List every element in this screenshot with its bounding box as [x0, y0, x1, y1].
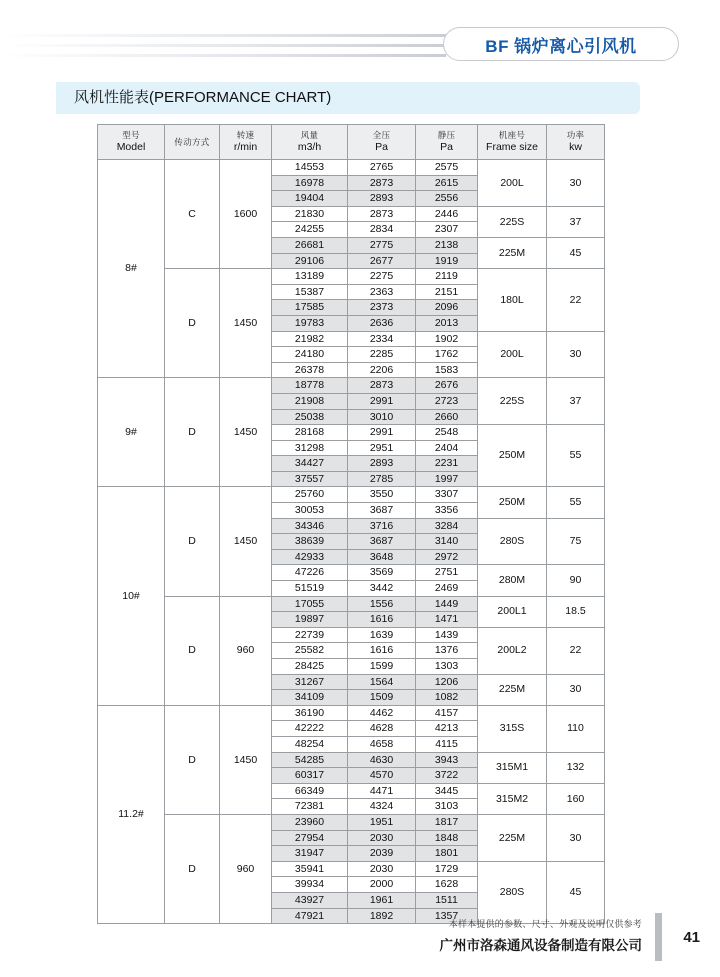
page-number: 41 — [683, 929, 700, 946]
frame-size-cell: 200L2 — [478, 627, 547, 674]
static-pressure-cell: 3722 — [416, 768, 478, 784]
frame-size-cell: 280S — [478, 518, 547, 565]
total-pressure-cell: 3687 — [348, 534, 416, 550]
column-header-cn: 机座号 — [498, 130, 526, 141]
static-pressure-cell: 1997 — [416, 471, 478, 487]
table-row — [98, 378, 605, 394]
airflow-cell: 29106 — [272, 253, 348, 269]
frame-size-cell: 315M2 — [478, 783, 547, 814]
model-cell: 11.2# — [98, 705, 165, 923]
frame-size-cell: 280M — [478, 565, 547, 596]
column-header-cn: 静压 — [437, 130, 456, 141]
airflow-cell: 26681 — [272, 237, 348, 253]
static-pressure-cell: 2723 — [416, 393, 478, 409]
total-pressure-cell: 3442 — [348, 581, 416, 597]
frame-size-cell: 250M — [478, 425, 547, 487]
power-cell: 160 — [547, 783, 605, 814]
static-pressure-cell: 2307 — [416, 222, 478, 238]
table-row — [98, 269, 605, 285]
static-pressure-cell: 2013 — [416, 315, 478, 331]
static-pressure-cell: 1206 — [416, 674, 478, 690]
section-heading-title: 风机性能表(PERFORMANCE CHART) — [74, 89, 332, 106]
airflow-cell: 31298 — [272, 440, 348, 456]
column-header-7 — [547, 125, 605, 160]
airflow-cell: 51519 — [272, 581, 348, 597]
total-pressure-cell: 2334 — [348, 331, 416, 347]
total-pressure-cell: 2363 — [348, 284, 416, 300]
frame-size-cell: 200L — [478, 331, 547, 378]
airflow-cell: 35941 — [272, 861, 348, 877]
frame-size-cell: 200L — [478, 160, 547, 207]
airflow-cell: 30053 — [272, 503, 348, 519]
static-pressure-cell: 1919 — [416, 253, 478, 269]
static-pressure-cell: 2548 — [416, 425, 478, 441]
static-pressure-cell: 2556 — [416, 191, 478, 207]
static-pressure-cell: 1439 — [416, 627, 478, 643]
total-pressure-cell: 2000 — [348, 877, 416, 893]
airflow-cell: 24255 — [272, 222, 348, 238]
total-pressure-cell: 1639 — [348, 627, 416, 643]
total-pressure-cell: 2873 — [348, 206, 416, 222]
column-header-en: Pa — [440, 140, 453, 153]
table-row — [98, 487, 605, 503]
total-pressure-cell: 4570 — [348, 768, 416, 784]
frame-size-cell: 250M — [478, 487, 547, 518]
airflow-cell: 19783 — [272, 315, 348, 331]
total-pressure-cell: 4462 — [348, 705, 416, 721]
total-pressure-cell: 1616 — [348, 612, 416, 628]
static-pressure-cell: 2231 — [416, 456, 478, 472]
static-pressure-cell: 4213 — [416, 721, 478, 737]
speed-cell: 960 — [220, 596, 272, 705]
product-title-pill — [443, 27, 679, 61]
static-pressure-cell: 3943 — [416, 752, 478, 768]
airflow-cell: 36190 — [272, 705, 348, 721]
power-cell: 45 — [547, 237, 605, 268]
power-cell: 18.5 — [547, 596, 605, 627]
frame-size-cell: 280S — [478, 861, 547, 923]
airflow-cell: 28425 — [272, 659, 348, 675]
page-footer — [0, 907, 720, 977]
column-header-cn: 功率 — [566, 130, 585, 141]
column-header-4 — [348, 125, 416, 160]
drive-type-cell: D — [165, 269, 220, 378]
total-pressure-cell: 2873 — [348, 378, 416, 394]
static-pressure-cell: 1762 — [416, 347, 478, 363]
total-pressure-cell: 2285 — [348, 347, 416, 363]
speed-cell: 1450 — [220, 487, 272, 596]
power-cell: 90 — [547, 565, 605, 596]
total-pressure-cell: 2785 — [348, 471, 416, 487]
table-row — [98, 160, 605, 176]
column-header-0 — [98, 125, 165, 160]
static-pressure-cell: 2138 — [416, 237, 478, 253]
airflow-cell: 37557 — [272, 471, 348, 487]
column-header-1 — [165, 125, 220, 160]
decorative-line-1 — [0, 34, 460, 37]
column-header-cn: 风量 — [300, 130, 319, 141]
airflow-cell: 31947 — [272, 846, 348, 862]
total-pressure-cell: 1509 — [348, 690, 416, 706]
total-pressure-cell: 2834 — [348, 222, 416, 238]
total-pressure-cell: 1616 — [348, 643, 416, 659]
airflow-cell: 13189 — [272, 269, 348, 285]
static-pressure-cell: 4115 — [416, 736, 478, 752]
power-cell: 37 — [547, 378, 605, 425]
static-pressure-cell: 2615 — [416, 175, 478, 191]
model-cell: 9# — [98, 378, 165, 487]
power-cell: 55 — [547, 425, 605, 487]
static-pressure-cell: 1082 — [416, 690, 478, 706]
total-pressure-cell: 2039 — [348, 846, 416, 862]
total-pressure-cell: 2030 — [348, 830, 416, 846]
total-pressure-cell: 2893 — [348, 456, 416, 472]
static-pressure-cell: 2096 — [416, 300, 478, 316]
column-header-cn: 全压 — [372, 130, 391, 141]
total-pressure-cell: 3687 — [348, 503, 416, 519]
footer-divider — [655, 913, 662, 961]
performance-table — [97, 124, 605, 924]
airflow-cell: 38639 — [272, 534, 348, 550]
model-cell: 8# — [98, 160, 165, 378]
column-header-en: kw — [569, 140, 582, 153]
frame-size-cell: 200L1 — [478, 596, 547, 627]
airflow-cell: 26378 — [272, 362, 348, 378]
airflow-cell: 14553 — [272, 160, 348, 176]
column-header-3 — [272, 125, 348, 160]
airflow-cell: 22739 — [272, 627, 348, 643]
frame-size-cell: 225M — [478, 814, 547, 861]
airflow-cell: 21830 — [272, 206, 348, 222]
airflow-cell: 25582 — [272, 643, 348, 659]
airflow-cell: 34427 — [272, 456, 348, 472]
total-pressure-cell: 2636 — [348, 315, 416, 331]
power-cell: 22 — [547, 269, 605, 331]
static-pressure-cell: 3140 — [416, 534, 478, 550]
airflow-cell: 34109 — [272, 690, 348, 706]
total-pressure-cell: 2677 — [348, 253, 416, 269]
static-pressure-cell: 1729 — [416, 861, 478, 877]
total-pressure-cell: 1556 — [348, 596, 416, 612]
static-pressure-cell: 2151 — [416, 284, 478, 300]
airflow-cell: 72381 — [272, 799, 348, 815]
static-pressure-cell: 3103 — [416, 799, 478, 815]
airflow-cell: 25038 — [272, 409, 348, 425]
power-cell: 30 — [547, 674, 605, 705]
static-pressure-cell: 2660 — [416, 409, 478, 425]
drive-type-cell: D — [165, 487, 220, 596]
total-pressure-cell: 1892 — [348, 908, 416, 924]
airflow-cell: 48254 — [272, 736, 348, 752]
total-pressure-cell: 4630 — [348, 752, 416, 768]
airflow-cell: 42222 — [272, 721, 348, 737]
column-header-cn: 型号 — [122, 130, 140, 141]
static-pressure-cell: 2676 — [416, 378, 478, 394]
static-pressure-cell: 1511 — [416, 892, 478, 908]
total-pressure-cell: 4628 — [348, 721, 416, 737]
static-pressure-cell: 1471 — [416, 612, 478, 628]
power-cell: 30 — [547, 814, 605, 861]
airflow-cell: 15387 — [272, 284, 348, 300]
frame-size-cell: 225M — [478, 237, 547, 268]
power-cell: 75 — [547, 518, 605, 565]
total-pressure-cell: 2373 — [348, 300, 416, 316]
total-pressure-cell: 2275 — [348, 269, 416, 285]
total-pressure-cell: 2951 — [348, 440, 416, 456]
total-pressure-cell: 4471 — [348, 783, 416, 799]
airflow-cell: 60317 — [272, 768, 348, 784]
frame-size-cell: 225M — [478, 674, 547, 705]
static-pressure-cell: 4157 — [416, 705, 478, 721]
column-header-2 — [220, 125, 272, 160]
static-pressure-cell: 2404 — [416, 440, 478, 456]
airflow-cell: 66349 — [272, 783, 348, 799]
drive-type-cell: D — [165, 705, 220, 814]
static-pressure-cell: 3307 — [416, 487, 478, 503]
drive-type-cell: D — [165, 378, 220, 487]
airflow-cell: 21982 — [272, 331, 348, 347]
static-pressure-cell: 3356 — [416, 503, 478, 519]
total-pressure-cell: 3010 — [348, 409, 416, 425]
column-header-6 — [478, 125, 547, 160]
frame-size-cell: 225S — [478, 206, 547, 237]
static-pressure-cell: 1817 — [416, 814, 478, 830]
table-header-row — [98, 125, 605, 160]
total-pressure-cell: 2206 — [348, 362, 416, 378]
airflow-cell: 24180 — [272, 347, 348, 363]
speed-cell: 1450 — [220, 269, 272, 378]
table-header — [98, 125, 605, 160]
total-pressure-cell: 2765 — [348, 160, 416, 176]
table-row — [98, 596, 605, 612]
airflow-cell: 47226 — [272, 565, 348, 581]
total-pressure-cell: 2775 — [348, 237, 416, 253]
column-header-cn: 转速 — [236, 130, 255, 141]
frame-size-cell: 315M1 — [478, 752, 547, 783]
decorative-line-3 — [0, 54, 446, 57]
power-cell: 110 — [547, 705, 605, 752]
column-header-en: m3/h — [297, 140, 322, 153]
static-pressure-cell: 1628 — [416, 877, 478, 893]
page-header — [0, 0, 720, 80]
airflow-cell: 47921 — [272, 908, 348, 924]
total-pressure-cell: 3550 — [348, 487, 416, 503]
airflow-cell: 27954 — [272, 830, 348, 846]
airflow-cell: 34346 — [272, 518, 348, 534]
table-row — [98, 814, 605, 830]
total-pressure-cell: 3569 — [348, 565, 416, 581]
table-body — [98, 160, 605, 924]
column-header-en: r/min — [233, 140, 258, 153]
model-cell: 10# — [98, 487, 165, 705]
static-pressure-cell: 1848 — [416, 830, 478, 846]
total-pressure-cell: 2991 — [348, 425, 416, 441]
drive-type-cell: D — [165, 596, 220, 705]
airflow-cell: 25760 — [272, 487, 348, 503]
airflow-cell: 17585 — [272, 300, 348, 316]
total-pressure-cell: 2991 — [348, 393, 416, 409]
column-header-en: Pa — [375, 140, 388, 153]
airflow-cell: 54285 — [272, 752, 348, 768]
power-cell: 45 — [547, 861, 605, 923]
footer-company-name: 广州市洛森通风设备制造有限公司 — [439, 938, 642, 953]
static-pressure-cell: 2972 — [416, 549, 478, 565]
static-pressure-cell: 2119 — [416, 269, 478, 285]
static-pressure-cell: 3445 — [416, 783, 478, 799]
static-pressure-cell: 1583 — [416, 362, 478, 378]
airflow-cell: 19404 — [272, 191, 348, 207]
static-pressure-cell: 2469 — [416, 581, 478, 597]
total-pressure-cell: 3648 — [348, 549, 416, 565]
static-pressure-cell: 2446 — [416, 206, 478, 222]
airflow-cell: 39934 — [272, 877, 348, 893]
airflow-cell: 31267 — [272, 674, 348, 690]
airflow-cell: 17055 — [272, 596, 348, 612]
power-cell: 37 — [547, 206, 605, 237]
product-title: BF 锅炉离心引风机 — [485, 36, 637, 56]
column-header-en: Model — [116, 140, 146, 153]
static-pressure-cell: 1376 — [416, 643, 478, 659]
drive-type-cell: D — [165, 814, 220, 923]
static-pressure-cell: 2751 — [416, 565, 478, 581]
decorative-line-2 — [0, 44, 452, 47]
total-pressure-cell: 1961 — [348, 892, 416, 908]
static-pressure-cell: 1303 — [416, 659, 478, 675]
column-header-cn: 传动方式 — [174, 136, 210, 147]
footer-disclaimer: 本样本提供的参数、尺寸、外观及说明仅供参考 — [448, 919, 642, 929]
airflow-cell: 18778 — [272, 378, 348, 394]
static-pressure-cell: 1449 — [416, 596, 478, 612]
power-cell: 132 — [547, 752, 605, 783]
speed-cell: 1600 — [220, 160, 272, 269]
power-cell: 30 — [547, 331, 605, 378]
speed-cell: 1450 — [220, 378, 272, 487]
table-row — [98, 705, 605, 721]
static-pressure-cell: 3284 — [416, 518, 478, 534]
airflow-cell: 16978 — [272, 175, 348, 191]
total-pressure-cell: 2873 — [348, 175, 416, 191]
static-pressure-cell: 1801 — [416, 846, 478, 862]
frame-size-cell: 225S — [478, 378, 547, 425]
frame-size-cell: 180L — [478, 269, 547, 331]
total-pressure-cell: 1564 — [348, 674, 416, 690]
frame-size-cell: 315S — [478, 705, 547, 752]
airflow-cell: 21908 — [272, 393, 348, 409]
total-pressure-cell: 1599 — [348, 659, 416, 675]
airflow-cell: 19897 — [272, 612, 348, 628]
static-pressure-cell: 2575 — [416, 160, 478, 176]
power-cell: 55 — [547, 487, 605, 518]
column-header-en: Frame size — [486, 140, 538, 153]
total-pressure-cell: 4658 — [348, 736, 416, 752]
total-pressure-cell: 2893 — [348, 191, 416, 207]
power-cell: 30 — [547, 160, 605, 207]
drive-type-cell: C — [165, 160, 220, 269]
static-pressure-cell: 1902 — [416, 331, 478, 347]
static-pressure-cell: 1357 — [416, 908, 478, 924]
speed-cell: 1450 — [220, 705, 272, 814]
total-pressure-cell: 2030 — [348, 861, 416, 877]
power-cell: 22 — [547, 627, 605, 674]
airflow-cell: 28168 — [272, 425, 348, 441]
airflow-cell: 23960 — [272, 814, 348, 830]
column-header-5 — [416, 125, 478, 160]
airflow-cell: 42933 — [272, 549, 348, 565]
airflow-cell: 43927 — [272, 892, 348, 908]
total-pressure-cell: 4324 — [348, 799, 416, 815]
speed-cell: 960 — [220, 814, 272, 923]
total-pressure-cell: 3716 — [348, 518, 416, 534]
total-pressure-cell: 1951 — [348, 814, 416, 830]
